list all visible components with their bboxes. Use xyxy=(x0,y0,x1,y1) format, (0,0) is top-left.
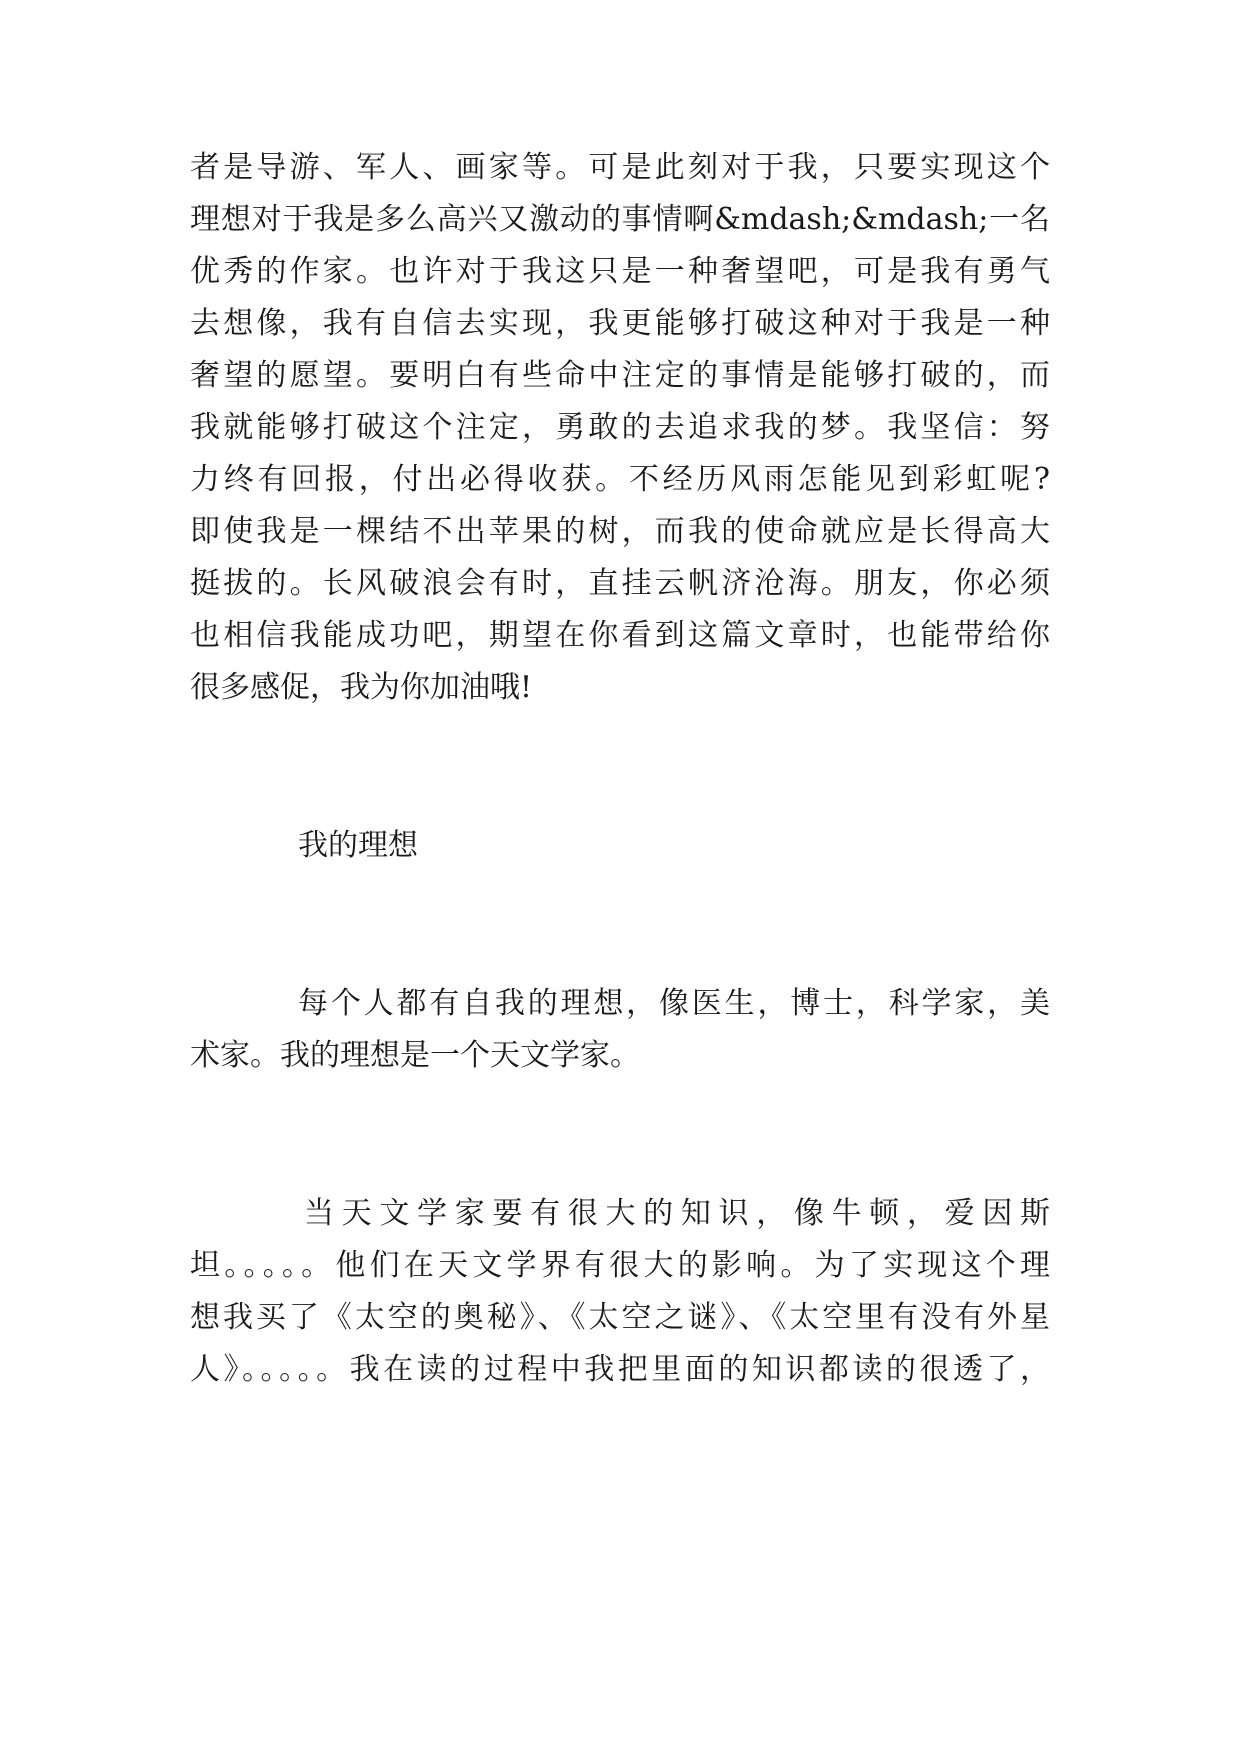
text-line: 优秀的作家。也许对于我这只是一种奢望吧，可是我有勇气 xyxy=(190,254,1050,289)
text-line: 即使我是一棵结不出苹果的树，而我的使命就应是长得高大 xyxy=(190,514,1050,549)
text-line: 力终有回报，付出必得收获。不经历风雨怎能见到彩虹呢? xyxy=(190,462,1050,497)
text-line: 也相信我能成功吧，期望在你看到这篇文章时，也能带给你 xyxy=(190,618,1050,653)
text-line: 理想对于我是多么高兴又激动的事情啊&mdash;&mdash;一名 xyxy=(190,202,1050,237)
section-title: 我的理想 xyxy=(298,828,418,863)
text-line: 坦。。。。。他们在天文学界有很大的影响。为了实现这个理 xyxy=(190,1248,1050,1283)
text-line: 很多感促，我为你加油哦! xyxy=(190,670,533,705)
text-line: 奢望的愿望。要明白有些命中注定的事情是能够打破的，而 xyxy=(190,358,1050,393)
text-line: 者是导游、军人、画家等。可是此刻对于我，只要实现这个 xyxy=(190,150,1050,185)
text-line: 去想像，我有自信去实现，我更能够打破这种对于我是一种 xyxy=(190,306,1050,341)
text-line: 人》。。。。。我在读的过程中我把里面的知识都读的很透了， xyxy=(190,1352,1050,1387)
text-line: 当天文学家要有很大的知识，像牛顿，爱因斯 xyxy=(304,1196,1050,1231)
text-line: 术家。我的理想是一个天文学家。 xyxy=(190,1038,640,1073)
text-line: 每个人都有自我的理想，像医生，博士，科学家，美 xyxy=(298,986,1050,1021)
text-line: 我就能够打破这个注定，勇敢的去追求我的梦。我坚信：努 xyxy=(190,410,1050,445)
text-line: 想我买了《太空的奥秘》、《太空之谜》、《太空里有没有外星 xyxy=(190,1300,1050,1335)
text-line: 挺拔的。长风破浪会有时，直挂云帆济沧海。朋友，你必须 xyxy=(190,566,1050,601)
